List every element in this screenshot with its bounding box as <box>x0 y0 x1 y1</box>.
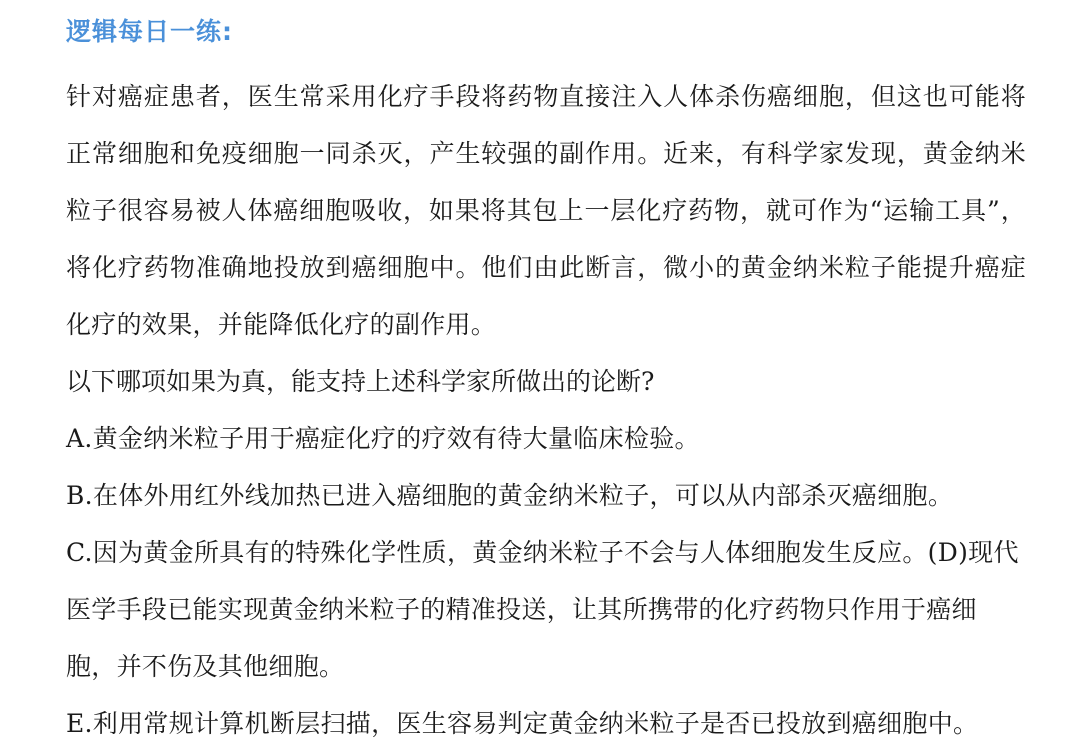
page-title: 逻辑每日一练: <box>66 17 233 46</box>
option-e: E.利用常规计算机断层扫描，医生容易判定黄金纳米粒子是否已投放到癌细胞中。 <box>66 709 979 738</box>
option-c-d: C.因为黄金所具有的特殊化学性质，黄金纳米粒子不会与人体细胞发生反应。(D)现代医学手段已能实现黄金纳米粒子的精准投送，让其所携带的化疗药物只作用于癌细胞，并不伤及其他细胞。 <box>66 538 1019 681</box>
question-stem: 以下哪项如果为真，能支持上述科学家所做出的论断? <box>66 367 655 396</box>
option-b: B.在体外用红外线加热已进入癌细胞的黄金纳米粒子，可以从内部杀灭癌细胞。 <box>66 481 954 510</box>
option-a: A.黄金纳米粒子用于癌症化疗的疗效有待大量临床检验。 <box>66 424 700 453</box>
document-body <box>66 14 1026 752</box>
passage-paragraph: 针对癌症患者，医生常采用化疗手段将药物直接注入人体杀伤癌细胞，但这也可能将正常细胞和免疫细胞一同杀灭，产生较强的副作用。近来，有科学家发现，黄金纳米粒子很容易被人体癌细胞吸收，如果将其包上一层化疗药物，就可作为“运输工具”，将化疗药物准确地投放到癌细胞中。他们由此断言，微小的黄金纳米粒子能提升癌症化疗的效果，并能降低化疗的副作用。 <box>66 82 1026 339</box>
